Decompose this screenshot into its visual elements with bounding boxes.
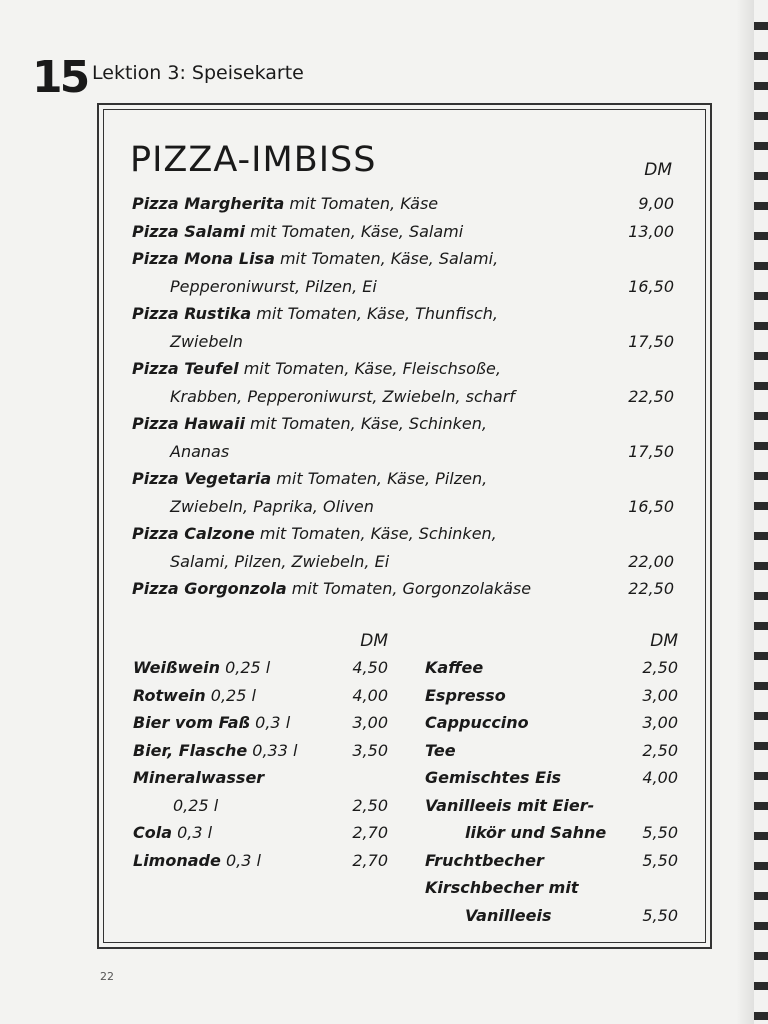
pizza-desc: mit Tomaten, Käse, Fleischsoße, [243,359,501,378]
pizza-name: Pizza Gorgonzola [132,579,287,598]
drink-item [133,847,388,875]
pizza-name: Pizza Margherita [132,194,285,213]
dessert-name: Fruchtbecher [425,850,544,870]
pizza-price: 17,50 [628,441,674,461]
pizza-item [132,218,674,246]
drink-name: Mineralwasser [133,768,265,787]
pizza-desc: mit Tomaten, Gorgonzolakäse [291,579,532,598]
dessert-name: Vanilleeis mit Eier- [425,795,595,815]
drink-price: 3,00 [352,713,388,732]
pizza-list [132,190,674,603]
pizza-price: 16,50 [628,276,674,296]
pizza-item [132,245,674,300]
pizza-item [132,410,674,465]
chapter-number: 15 [32,52,88,103]
lesson-heading: Lektion 3: Speisekarte [92,62,304,84]
pizza-item [132,520,674,575]
dessert-item [425,792,678,847]
dessert-name: Kaffee [425,658,484,677]
pizza-price: 22,50 [628,579,674,598]
binding-shadow [736,0,754,1024]
dessert-price: 5,50 [642,905,678,925]
menu-title: PIZZA-IMBISS [130,140,377,180]
pizza-item [132,355,674,410]
page-number: 22 [100,970,114,983]
pizza-price: 17,50 [628,331,674,351]
pizza-desc-cont: Zwiebeln, Paprika, Oliven [170,496,374,516]
pizza-name: Pizza Hawaii [132,414,245,433]
pizza-price: 22,50 [628,386,674,406]
drink-qty: 0,3 l [177,823,213,842]
dessert-name: Espresso [425,685,506,705]
pizza-item [132,465,674,520]
pizza-desc-cont: Krabben, Pepperoniwurst, Zwiebeln, scharf [170,386,515,406]
drink-item [133,709,388,737]
drink-name: Cola [133,823,173,842]
pizza-desc: mit Tomaten, Käse, Pilzen, [276,469,488,488]
pizza-desc-cont: Ananas [170,441,230,461]
pizza-item [132,300,674,355]
drink-qty: 0,25 l [173,795,219,815]
pizza-name: Pizza Vegetaria [132,469,272,488]
dessert-name-cont: Vanilleeis [465,905,552,925]
pizza-name: Pizza Salami [132,221,245,241]
pizza-desc: mit Tomaten, Käse, Schinken, [250,414,487,433]
drink-price: 3,50 [352,740,388,760]
drink-item [133,764,388,819]
dessert-name-cont: likör und Sahne [465,823,607,842]
drink-qty: 0,25 l [210,685,256,705]
drink-qty: 0,25 l [225,658,271,677]
dessert-name: Cappuccino [425,713,529,732]
drinks-currency-header: DM [360,631,388,651]
dessert-item [425,847,678,875]
drink-qty: 0,3 l [255,713,291,732]
drinks-list [133,628,388,874]
dessert-name: Tee [425,740,456,760]
drink-qty: 0,33 l [252,740,298,760]
pizza-price: 22,00 [628,551,674,571]
drink-price: 4,00 [352,685,388,705]
dessert-item [425,654,678,682]
pizza-desc-cont: Zwiebeln [170,331,243,351]
pizza-desc-cont: Salami, Pilzen, Zwiebeln, Ei [170,551,390,571]
pizza-desc: mit Tomaten, Käse [289,194,439,213]
drink-item [133,654,388,682]
drink-price: 2,70 [352,823,388,842]
drink-item [133,737,388,765]
currency-header: DM [644,160,672,180]
pizza-item [132,190,674,218]
dessert-item [425,709,678,737]
dessert-price: 3,00 [642,685,678,705]
pizza-price: 9,00 [638,194,674,213]
drink-price: 2,70 [352,850,388,870]
drink-price: 2,50 [352,795,388,815]
pizza-desc: mit Tomaten, Käse, Salami, [279,249,499,268]
pizza-price: 13,00 [628,221,674,241]
desserts-list [425,628,678,929]
pizza-desc: mit Tomaten, Käse, Schinken, [259,524,497,543]
pizza-name: Pizza Rustika [132,304,252,323]
drink-price: 4,50 [352,658,388,677]
dessert-price: 2,50 [642,740,678,760]
dessert-price: 4,00 [642,768,678,787]
drink-item [133,819,388,847]
dessert-item [425,737,678,765]
pizza-price: 16,50 [628,496,674,516]
pizza-name: Pizza Teufel [132,359,239,378]
drink-item [133,682,388,710]
dessert-name: Kirschbecher mit [425,878,579,897]
pizza-desc: mit Tomaten, Käse, Thunfisch, [256,304,498,323]
drink-name: Bier, Flasche [133,740,248,760]
pizza-name: Pizza Calzone [132,524,255,543]
drink-name: Limonade [133,850,221,870]
pizza-name: Pizza Mona Lisa [132,249,275,268]
desserts-currency-header: DM [650,631,678,651]
pizza-desc-cont: Pepperoniwurst, Pilzen, Ei [170,276,377,296]
drink-name: Bier vom Faß [133,713,251,732]
dessert-item [425,682,678,710]
spiral-binding [754,0,768,1024]
dessert-price: 2,50 [642,658,678,677]
dessert-name: Gemischtes Eis [425,768,562,787]
drink-qty: 0,3 l [225,850,261,870]
drink-name: Weißwein [133,658,220,677]
dessert-item [425,874,678,929]
pizza-item [132,575,674,603]
dessert-price: 5,50 [642,850,678,870]
pizza-desc: mit Tomaten, Käse, Salami [250,221,464,241]
drink-name: Rotwein [133,685,206,705]
dessert-item [425,764,678,792]
dessert-price: 5,50 [642,823,678,842]
dessert-price: 3,00 [642,713,678,732]
